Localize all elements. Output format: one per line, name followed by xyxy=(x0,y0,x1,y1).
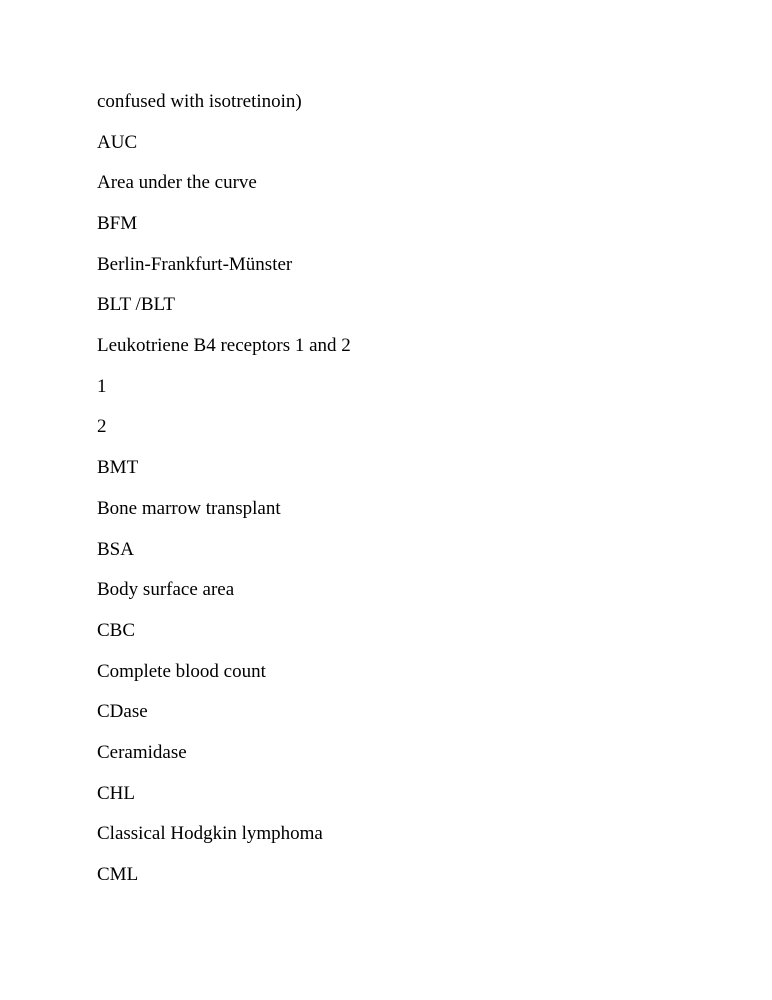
abbreviation-term: BFM xyxy=(97,213,138,234)
continuation-text: confused with isotretinoin) xyxy=(97,91,302,112)
abbreviation-definition: Berlin-Frankfurt-Münster xyxy=(97,254,293,275)
abbreviation-term: AUC xyxy=(97,132,138,153)
abbreviation-definition: Body surface area xyxy=(97,579,235,600)
abbreviation-definition: Bone marrow transplant xyxy=(97,498,281,519)
abbreviation-definition: Complete blood count xyxy=(97,661,266,682)
abbreviation-term: BLT /BLT xyxy=(97,294,175,315)
abbreviation-definition: Leukotriene B4 receptors 1 and 2 xyxy=(97,335,351,356)
abbreviation-term: CHL xyxy=(97,783,135,804)
subscript-fragment: 2 xyxy=(97,416,107,437)
abbreviation-term: BSA xyxy=(97,539,134,560)
abbreviation-definition: Ceramidase xyxy=(97,742,187,763)
abbreviation-term: CDase xyxy=(97,701,148,722)
abbreviation-term: BMT xyxy=(97,457,139,478)
abbreviation-term: CBC xyxy=(97,620,136,641)
abbreviation-definition: Classical Hodgkin lymphoma xyxy=(97,823,323,844)
abbreviation-term: CML xyxy=(97,864,139,885)
subscript-fragment: 1 xyxy=(97,376,107,397)
abbreviation-definition: Area under the curve xyxy=(97,172,257,193)
